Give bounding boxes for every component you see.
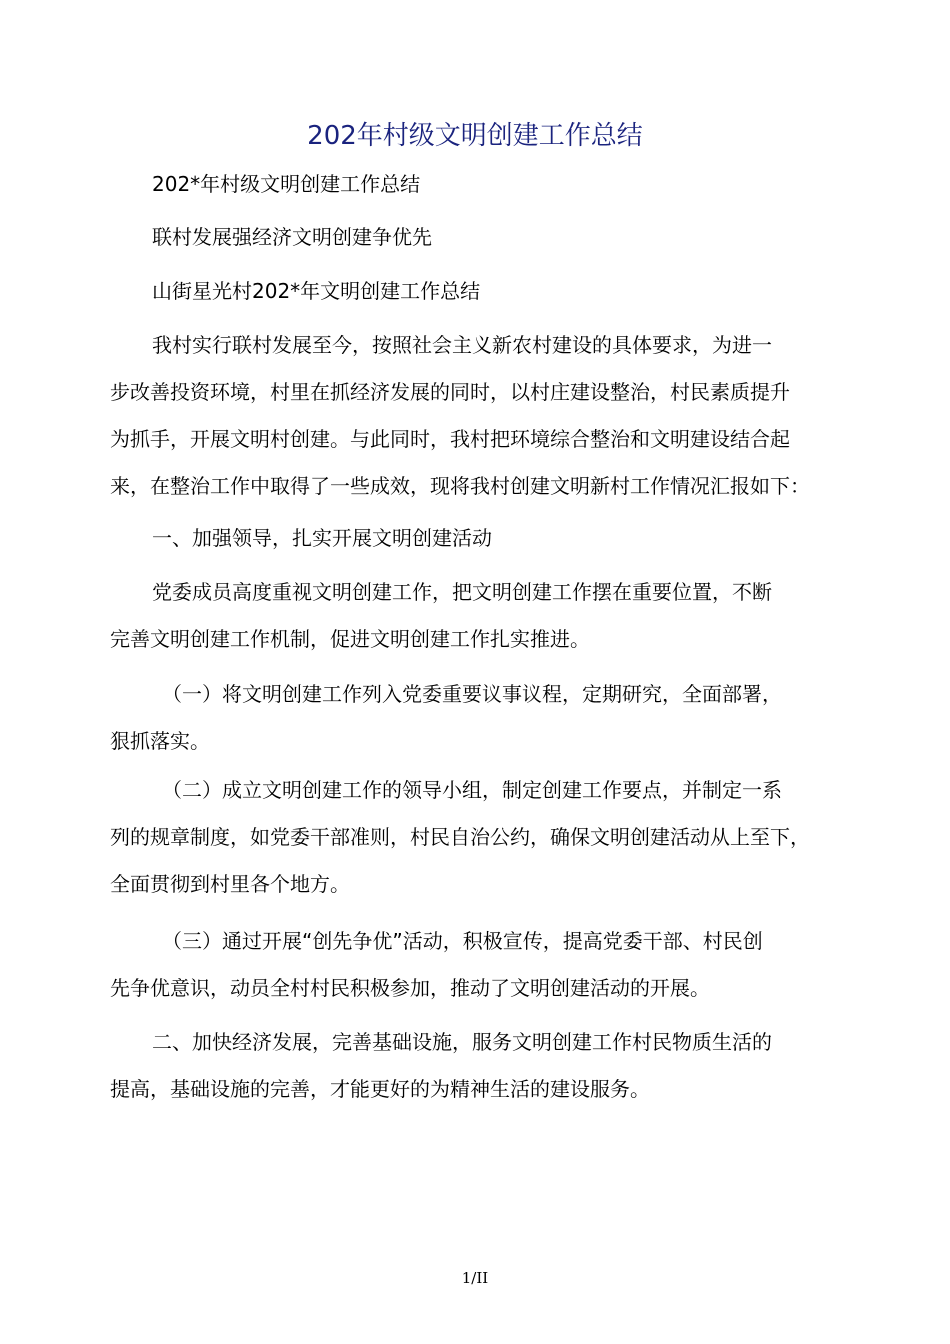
section-2-line: 二、加快经济发展，完善基础设施，服务文明创建工作村民物质生活的	[152, 1030, 772, 1054]
section-1-heading	[110, 515, 850, 562]
section-1-line: 党委成员高度重视文明创建工作，把文明创建工作摆在重要位置，不断	[152, 580, 772, 604]
section-1-body	[110, 569, 850, 663]
subtitle-2-text: 联村发展强经济文明创建争优先	[152, 225, 432, 249]
item-3-line: 先争优意识，动员全村村民积极参加，推动了文明创建活动的开展。	[110, 976, 710, 1000]
item-1-line: 狠抓落实。	[110, 729, 210, 753]
item-2-paragraph	[110, 767, 850, 908]
subtitle-2	[110, 214, 850, 261]
section-2-paragraph	[110, 1019, 850, 1113]
page-number: 1/II	[461, 1269, 489, 1287]
document-title: 202年村级文明创建工作总结	[307, 121, 643, 151]
section-1-line: 完善文明创建工作机制，促进文明创建工作扎实推进。	[110, 627, 590, 651]
subtitle-3-text: 山街星光村202*年文明创建工作总结	[152, 279, 481, 303]
subtitle-1-text: 202*年村级文明创建工作总结	[152, 172, 421, 196]
intro-paragraph	[110, 322, 850, 510]
item-3-paragraph	[110, 918, 850, 1012]
intro-line: 为抓手，开展文明村创建。与此同时，我村把环境综合整治和文明建设结合起	[110, 427, 790, 451]
section-2-line: 提高，基础设施的完善，才能更好的为精神生活的建设服务。	[110, 1077, 650, 1101]
item-1-paragraph	[110, 671, 850, 765]
item-2-line: 全面贯彻到村里各个地方。	[110, 872, 350, 896]
intro-line: 来，在整治工作中取得了一些成效，现将我村创建文明新村工作情况汇报如下：	[110, 474, 810, 498]
section-1-heading-text: 一、加强领导，扎实开展文明创建活动	[152, 526, 492, 550]
intro-line: 我村实行联村发展至今，按照社会主义新农村建设的具体要求，为进一	[152, 333, 772, 357]
subtitle-3	[110, 268, 850, 315]
subtitle-1	[110, 161, 850, 208]
item-2-line: （二）成立文明创建工作的领导小组，制定创建工作要点，并制定一系	[162, 778, 782, 802]
intro-line: 步改善投资环境，村里在抓经济发展的同时，以村庄建设整治，村民素质提升	[110, 380, 790, 404]
item-2-line: 列的规章制度，如党委干部准则，村民自治公约，确保文明创建活动从上至下，	[110, 825, 810, 849]
item-1-line: （一）将文明创建工作列入党委重要议事议程，定期研究，全面部署，	[162, 682, 782, 706]
item-3-line: （三）通过开展“创先争优”活动，积极宣传，提高党委干部、村民创	[162, 929, 763, 953]
